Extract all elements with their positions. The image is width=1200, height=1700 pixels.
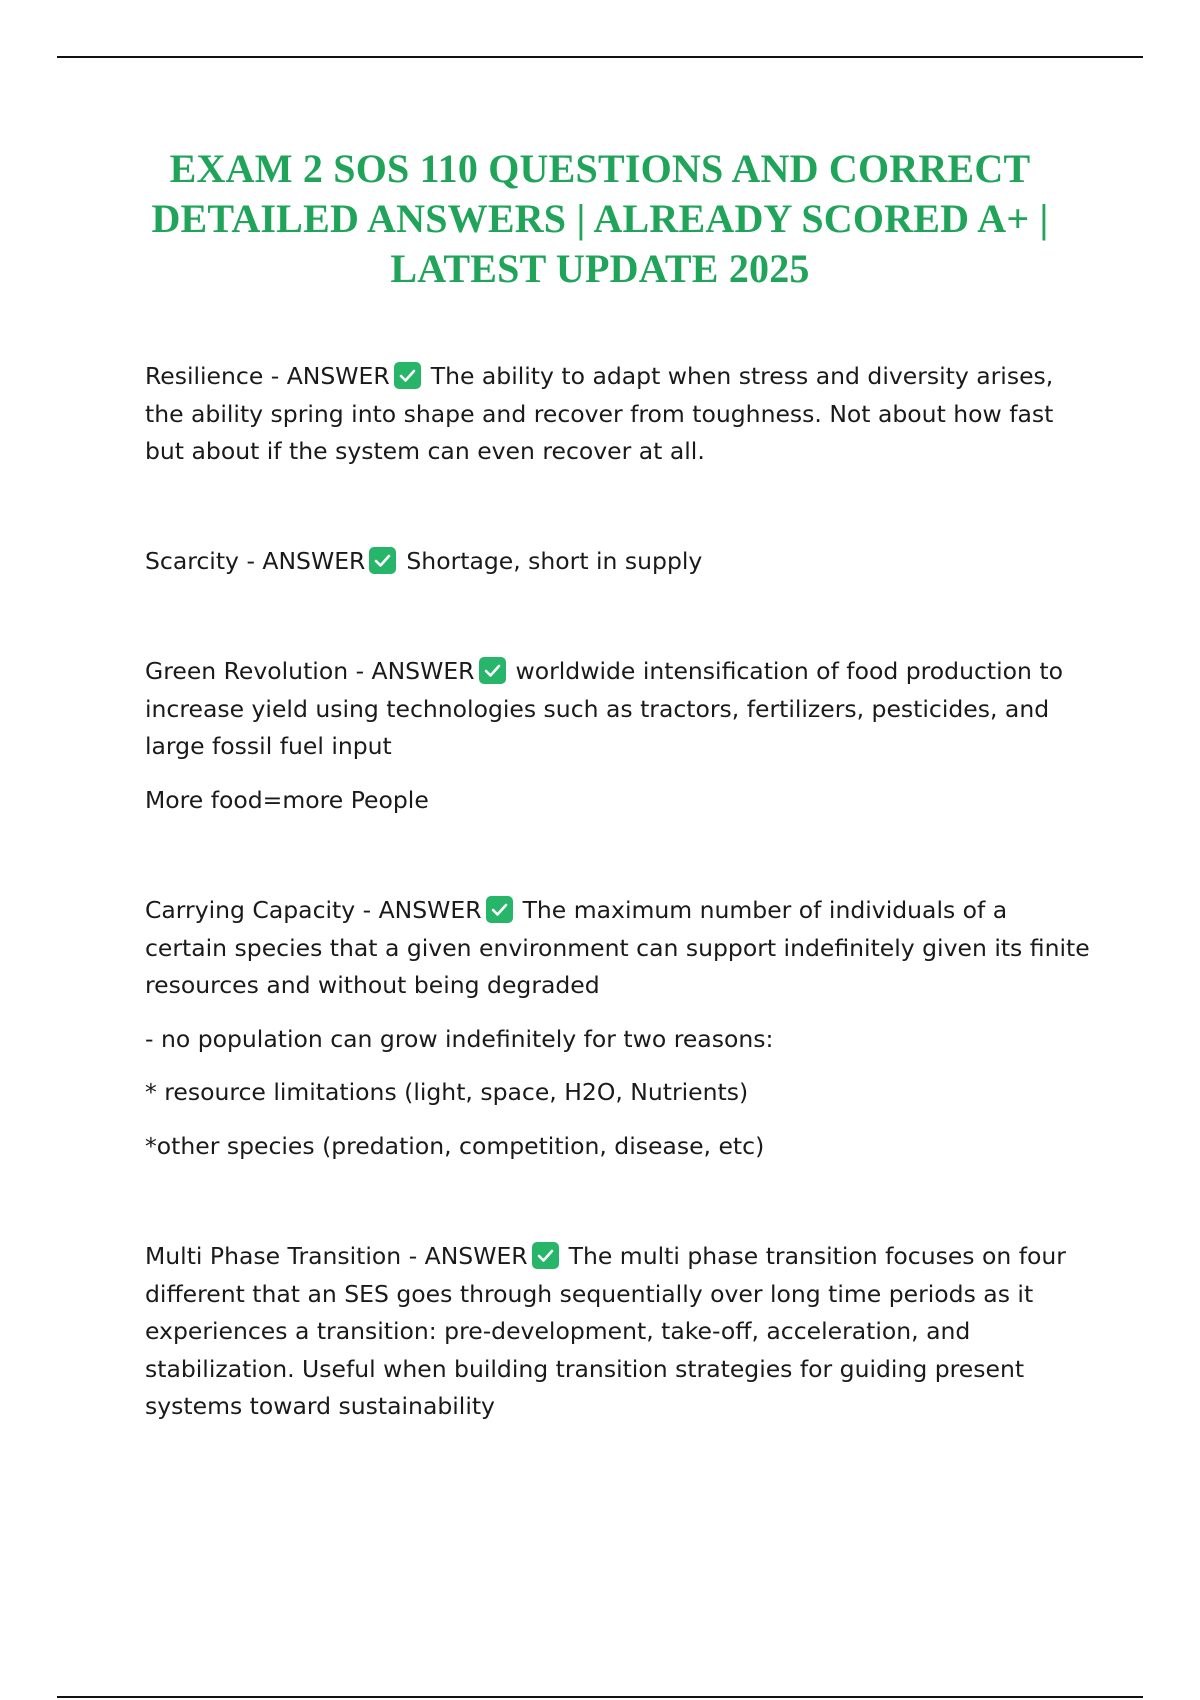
answer-label: - ANSWER xyxy=(270,362,390,390)
qa-extra-line: - no population can grow indefinitely for two reasons: xyxy=(145,1024,774,1053)
qa-term: Green Revolution xyxy=(145,657,349,685)
qa-main-line xyxy=(145,1238,1090,1426)
answer-label: - ANSWER xyxy=(246,546,366,575)
qa-answer: The ability to adapt when stress and diversity arises, the ability spring into shape and recover from toughness. Not about how fast but about if the system can even recover at all. xyxy=(145,362,1054,465)
qa-answer: worldwide intensification of food production to increase yield using technologies such as tractors, fertilizers, pesticides, and large fossil fuel input xyxy=(145,657,1063,760)
qa-item-carrying-capacity xyxy=(145,892,1090,1165)
qa-extra-line: More food=more People xyxy=(145,785,429,814)
qa-term: Carrying Capacity xyxy=(145,896,356,924)
top-rule xyxy=(57,56,1143,58)
qa-answer: Shortage, short in supply xyxy=(406,546,703,575)
qa-main-line xyxy=(145,653,1090,766)
qa-main-line xyxy=(145,892,1090,1005)
check-mark-icon xyxy=(532,1242,559,1269)
check-mark-icon xyxy=(486,896,513,923)
answer-label: - ANSWER xyxy=(362,896,482,924)
answer-label: - ANSWER xyxy=(408,1242,528,1270)
qa-item-multi-phase-transition xyxy=(145,1238,1090,1426)
qa-extra-line: *other species (predation, competition, disease, etc) xyxy=(145,1131,765,1160)
document-body xyxy=(145,358,1090,1426)
qa-term: Scarcity xyxy=(145,546,239,575)
qa-item-green-revolution xyxy=(145,653,1090,819)
qa-term: Resilience xyxy=(145,362,264,390)
qa-item-resilience xyxy=(145,358,1090,471)
qa-extra-line: * resource limitations (light, space, H2O, Nutrients) xyxy=(145,1078,749,1106)
qa-answer: The multi phase transition focuses on four different that an SES goes through sequentially over long time periods as it experiences a transition: pre-development, take-off, acceleration, and stabilization. Useful when building transition strategies for guiding present systems toward sustainability xyxy=(145,1242,1066,1420)
answer-label: - ANSWER xyxy=(355,657,475,685)
check-mark-icon xyxy=(479,657,506,684)
qa-main-line xyxy=(145,543,1090,581)
qa-item-scarcity xyxy=(145,543,1090,581)
qa-main-line xyxy=(145,358,1090,471)
document-title: EXAM 2 SOS 110 QUESTIONS AND CORRECT DETAILED ANSWERS | ALREADY SCORED A+ | LATEST UPDATE 2025 xyxy=(151,146,1049,291)
check-mark-icon xyxy=(369,547,396,574)
qa-term: Multi Phase Transition xyxy=(145,1242,402,1270)
bottom-rule xyxy=(57,1696,1143,1698)
qa-answer: The maximum number of individuals of a certain species that a given environment can support indefinitely given its finite resources and without being degraded xyxy=(145,896,1090,999)
check-mark-icon xyxy=(394,362,421,389)
